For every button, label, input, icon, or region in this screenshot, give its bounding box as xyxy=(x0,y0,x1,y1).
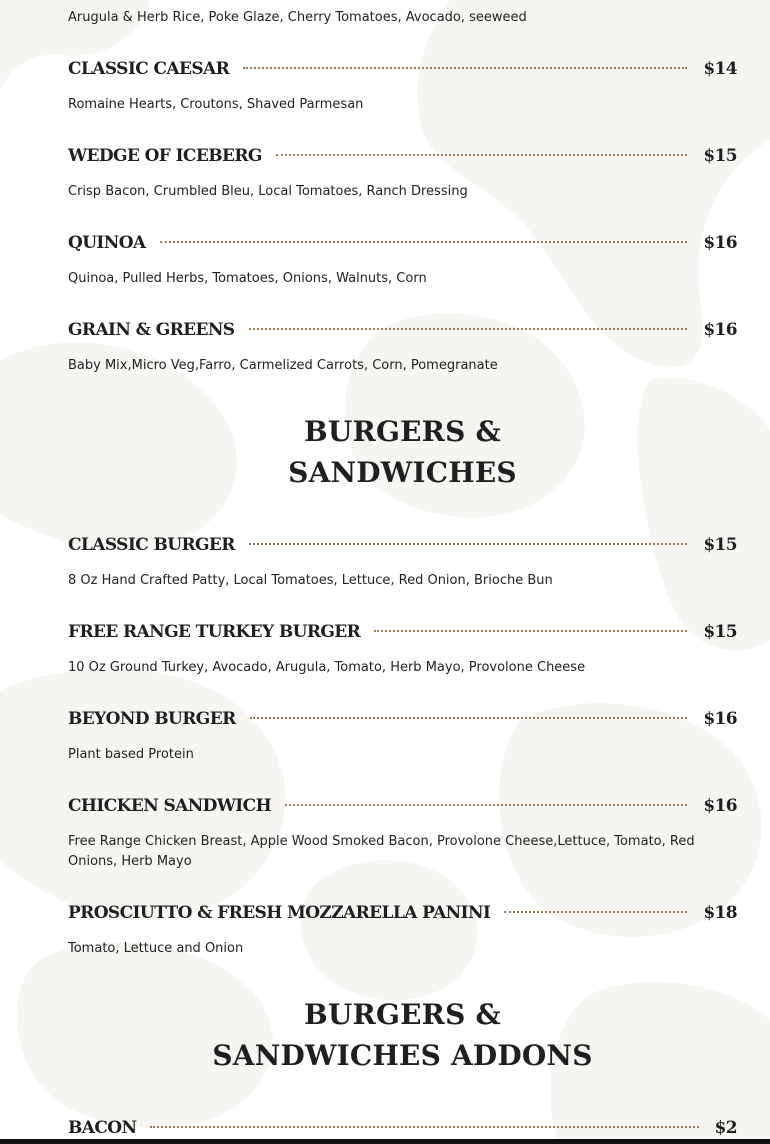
menu-item xyxy=(68,317,737,376)
menu-item xyxy=(68,793,737,872)
dot-leader xyxy=(285,804,687,806)
item-price: $16 xyxy=(703,709,737,729)
dot-leader xyxy=(249,328,688,330)
item-price: $16 xyxy=(703,233,737,253)
item-name: FREE RANGE TURKEY BURGER xyxy=(68,622,361,642)
item-name: BACON xyxy=(68,1118,137,1138)
dot-leader xyxy=(243,67,687,69)
item-name: WEDGE OF ICEBERG xyxy=(68,146,262,166)
item-name: PROSCIUTTO & FRESH MOZZARELLA PANINI xyxy=(68,903,491,923)
menu-item xyxy=(68,1115,737,1141)
item-price: $15 xyxy=(703,622,737,642)
menu-item xyxy=(68,143,737,202)
menu-item xyxy=(68,706,737,765)
section-title-line: BURGERS & xyxy=(304,998,501,1031)
item-price: $18 xyxy=(703,903,737,923)
item-price: $16 xyxy=(703,320,737,340)
item-description: Quinoa, Pulled Herbs, Tomatoes, Onions, Walnuts, Corn xyxy=(68,271,427,286)
section-title-burgers xyxy=(0,411,770,493)
menu-item xyxy=(68,56,737,115)
dot-leader xyxy=(276,154,688,156)
item-name: CHICKEN SANDWICH xyxy=(68,796,272,816)
item-name: QUINOA xyxy=(68,233,146,253)
section-title-line: BURGERS & xyxy=(304,415,501,448)
dot-leader xyxy=(160,241,688,243)
item-description: Romaine Hearts, Croutons, Shaved Parmesan xyxy=(68,97,364,112)
dot-leader xyxy=(150,1126,698,1128)
item-name: CLASSIC BURGER xyxy=(68,535,235,555)
item-price: $2 xyxy=(714,1118,737,1138)
dot-leader xyxy=(504,911,687,913)
menu-item xyxy=(68,900,737,959)
item-price: $15 xyxy=(703,535,737,555)
item-name: BEYOND BURGER xyxy=(68,709,236,729)
section-title-line: SANDWICHES ADDONS xyxy=(212,1039,593,1072)
item-description: 10 Oz Ground Turkey, Avocado, Arugula, Tomato, Herb Mayo, Provolone Cheese xyxy=(68,660,586,675)
item-description: Plant based Protein xyxy=(68,747,194,762)
menu-item xyxy=(68,619,737,678)
item-description: Free Range Chicken Breast, Apple Wood Smoked Bacon, Provolone Cheese,Lettuce, Tomato, Red Onions, Herb Mayo xyxy=(68,834,695,869)
item-description: 8 Oz Hand Crafted Patty, Local Tomatoes, Lettuce, Red Onion, Brioche Bun xyxy=(68,573,553,588)
item-name: GRAIN & GREENS xyxy=(68,320,235,340)
item-price: $14 xyxy=(703,59,737,79)
section-title-line: SANDWICHES xyxy=(288,456,517,489)
dot-leader xyxy=(250,717,688,719)
item-price: $15 xyxy=(703,146,737,166)
dot-leader xyxy=(374,630,687,632)
bottom-edge-bar xyxy=(0,1139,770,1144)
menu-item xyxy=(68,230,737,289)
menu-item xyxy=(68,532,737,591)
item-description: Crisp Bacon, Crumbled Bleu, Local Tomatoes, Ranch Dressing xyxy=(68,184,468,199)
item-price: $16 xyxy=(703,796,737,816)
dot-leader xyxy=(249,543,688,545)
item-description: Tomato, Lettuce and Onion xyxy=(68,941,244,956)
item-description: Baby Mix,Micro Veg,Farro, Carmelized Carrots, Corn, Pomegranate xyxy=(68,358,498,373)
item-name: CLASSIC CAESAR xyxy=(68,59,230,79)
item-description: Arugula & Herb Rice, Poke Glaze, Cherry Tomatoes, Avocado, seeweed xyxy=(68,10,527,25)
section-title-addons xyxy=(0,994,770,1076)
